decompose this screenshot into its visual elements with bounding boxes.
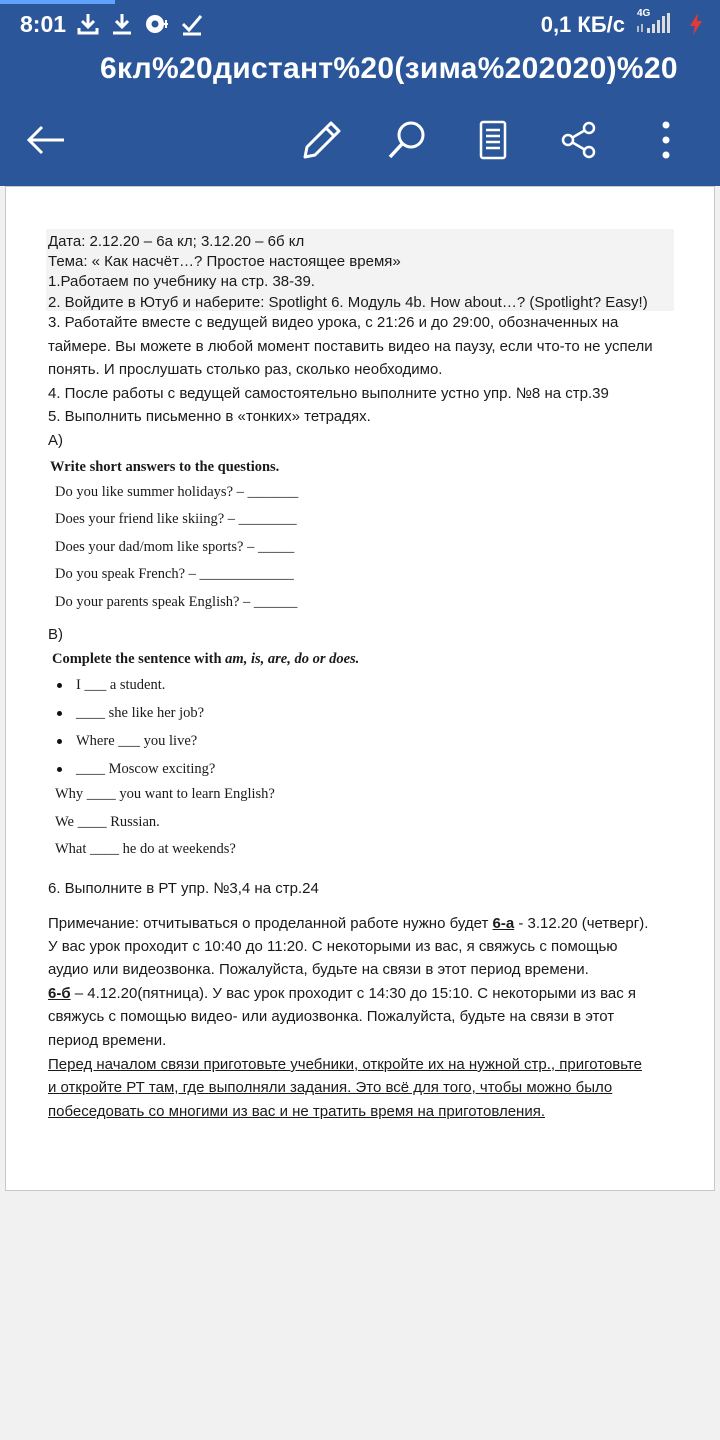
- part-a-label: А): [48, 432, 63, 449]
- download-complete-icon: [110, 12, 134, 36]
- network-type: 4G: [637, 8, 651, 19]
- note-line-3: аудио или видеозвонка. Пожалуйста, будьте на связи в этот период времени.: [48, 961, 589, 978]
- topic-line: Тема: « Как насчёт…? Простое настоящее время»: [48, 253, 401, 270]
- pencil-icon: [301, 119, 343, 161]
- share-button[interactable]: [555, 116, 603, 164]
- bullet-dot: [57, 739, 62, 744]
- network-speed: 0,1 КБ/с: [540, 12, 625, 37]
- search-button[interactable]: [383, 116, 431, 164]
- signal-strength-icon: [634, 8, 674, 38]
- more-options-button[interactable]: [642, 116, 690, 164]
- bullet-dot: [57, 683, 62, 688]
- download-icon: [76, 12, 100, 36]
- part-b-item: What ____ he do at weekends?: [55, 841, 236, 857]
- class-6a-label: 6-а: [492, 915, 515, 932]
- status-icons: [76, 11, 204, 37]
- part-b-bullet-item: Where ___ you live?: [76, 733, 198, 749]
- bullet-dot: [57, 711, 62, 716]
- preparation-line-3: побеседовать со многими из вас и не тратить время на приготовления.: [48, 1103, 545, 1120]
- part-a-heading: Write short answers to the questions.: [50, 459, 280, 475]
- app-bar: [0, 0, 720, 186]
- part-b-bullet-item: ____ she like her job?: [76, 705, 205, 721]
- edit-button[interactable]: [298, 116, 346, 164]
- arrow-left-icon: [24, 122, 68, 158]
- part-b-item: Why ____ you want to learn English?: [55, 786, 275, 802]
- part-a-item: Do you speak French? – _____________: [55, 566, 294, 582]
- status-bar: [0, 0, 720, 50]
- step-3-line-3: понять. И прослушать столько раз, сколько необходимо.: [48, 361, 443, 378]
- preparation-line-2: и откройте РТ там, где выполняли задания. Это всё для того, чтобы можно было: [48, 1079, 613, 1096]
- reading-view-button[interactable]: [469, 116, 517, 164]
- preparation-line-1: Перед началом связи приготовьте учебники, откройте их на нужной стр., приготовьте: [48, 1056, 642, 1073]
- status-time: 8:01: [20, 11, 67, 37]
- step-3-line-1: 3. Работайте вместе с ведущей видео урока, с 21:26 и до 29:00, обозначенных на: [48, 314, 619, 331]
- part-b-heading-text: Complete the sentence with: [52, 651, 226, 667]
- note-line-2: У вас урок проходит с 10:40 до 11:20. С некоторыми из вас, я свяжусь с помощью: [48, 938, 618, 955]
- class-6b-label: 6-б: [48, 985, 71, 1002]
- note-text: – 4.12.20(пятница). У вас урок проходит с 14:30 до 15:10. С некоторыми из вас я: [70, 985, 637, 1002]
- note-line-4: [48, 984, 636, 1004]
- back-button[interactable]: [22, 116, 70, 164]
- search-icon: [385, 118, 429, 162]
- part-a-item: Do you like summer holidays? – _______: [55, 484, 299, 500]
- sync-icon: [144, 12, 170, 36]
- note-line-6: период времени.: [48, 1032, 167, 1049]
- step-2: 2. Войдите в Ютуб и наберите: Spotlight 6. Модуль 4b. How about…? (Spotlight? Easy!): [48, 294, 648, 311]
- step-5: 5. Выполнить письменно в «тонких» тетрадях.: [48, 408, 371, 425]
- note-text: - 3.12.20 (четверг).: [514, 915, 649, 932]
- part-b-bullet-item: I ___ a student.: [76, 677, 166, 693]
- document-page[interactable]: [5, 186, 715, 1191]
- share-icon: [559, 120, 599, 160]
- step-6: 6. Выполните в РТ упр. №3,4 на стр.24: [48, 880, 319, 897]
- note-text: Примечание: отчитываться о проделанной работе нужно будет: [48, 915, 493, 932]
- date-line: Дата: 2.12.20 – 6а кл; 3.12.20 – 6б кл: [48, 233, 305, 250]
- step-4: 4. После работы с ведущей самостоятельно выполните устно упр. №8 на стр.39: [48, 385, 609, 402]
- part-a-item: Do your parents speak English? – ______: [55, 594, 298, 610]
- part-a-item: Does your dad/mom like sports? – _____: [55, 539, 295, 555]
- step-3-line-2: таймере. Вы можете в любой момент поставить видео на паузу, если что-то не успели: [48, 338, 653, 355]
- note-line-5: свяжусь с помощью видео- или аудиозвонка. Пожалуйста, будьте на связи в этот: [48, 1008, 615, 1025]
- check-icon: [180, 12, 204, 36]
- part-b-heading-words: am, is, are, do or does.: [225, 651, 360, 667]
- charging-icon: [688, 12, 704, 36]
- reading-view-icon: [478, 120, 508, 160]
- document-title: 6кл%20дистант%20(зима%202020)%20: [100, 52, 678, 85]
- part-b-bullet-item: ____ Moscow exciting?: [76, 761, 216, 777]
- note-line-1: [48, 914, 648, 934]
- part-b-item: We ____ Russian.: [55, 814, 160, 830]
- part-b-label: В): [48, 626, 63, 643]
- step-1: 1.Работаем по учебнику на стр. 38-39.: [48, 273, 315, 290]
- part-a-item: Does your friend like skiing? – ________: [55, 511, 297, 527]
- bullet-dot: [57, 767, 62, 772]
- more-vertical-icon: [661, 120, 671, 160]
- part-b-heading: [52, 649, 359, 669]
